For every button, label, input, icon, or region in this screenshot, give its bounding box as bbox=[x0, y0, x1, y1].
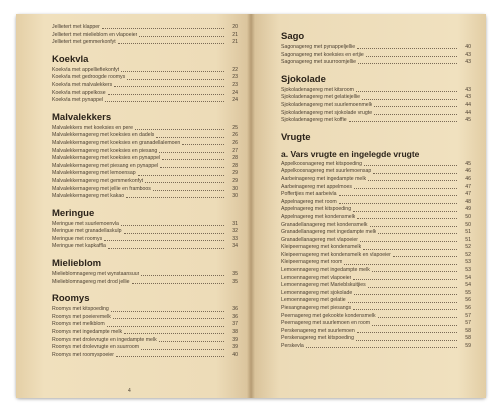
index-entry bbox=[281, 320, 471, 328]
index-section bbox=[52, 24, 238, 47]
entry-page-number: 52 bbox=[465, 244, 471, 251]
dot-leader bbox=[366, 56, 457, 57]
entry-page-number: 55 bbox=[465, 289, 471, 296]
entry-title: Sagonagereg met koeksies en ertjie bbox=[281, 51, 364, 58]
entry-page-number: 27 bbox=[232, 147, 238, 154]
dot-leader bbox=[159, 152, 224, 153]
entry-title: Malvalekkernagereg met lemoensap bbox=[52, 170, 136, 177]
entry-page-number: 38 bbox=[232, 329, 238, 336]
entry-title: Malvalekkernagereg met piesang en pynappel bbox=[52, 162, 159, 169]
index-entry bbox=[52, 155, 238, 163]
entry-title: Sjokoladenagereg met kitsroom bbox=[281, 86, 354, 93]
entry-page-number: 20 bbox=[232, 24, 238, 30]
dot-leader bbox=[121, 225, 224, 226]
dot-leader bbox=[121, 71, 224, 72]
index-section bbox=[281, 74, 471, 125]
entry-title: Roomys met melkblom bbox=[52, 321, 105, 328]
entry-page-number: 32 bbox=[232, 228, 238, 235]
index-entry bbox=[52, 337, 238, 345]
entry-title: Jellietert met klapper bbox=[52, 24, 100, 30]
index-entry bbox=[52, 132, 238, 140]
dot-leader bbox=[105, 101, 224, 102]
dot-leader bbox=[357, 218, 457, 219]
index-section bbox=[281, 31, 471, 67]
section-heading: Roomys bbox=[52, 293, 90, 305]
dot-leader bbox=[107, 326, 224, 327]
entry-title: Koekvla met appelliefiekonfyt bbox=[52, 66, 120, 73]
dot-leader bbox=[306, 347, 457, 348]
dot-leader bbox=[116, 356, 224, 357]
entry-title: Kleipeernagereg met kondensmelk en vlapoeier bbox=[281, 251, 391, 258]
entry-title: Mielieblomnagereg met drod jellie bbox=[52, 278, 130, 285]
dot-leader bbox=[139, 36, 224, 37]
dot-leader bbox=[372, 271, 457, 272]
dot-leader bbox=[104, 240, 224, 241]
dot-leader bbox=[138, 175, 224, 176]
entry-title: Koekvla met appelkose bbox=[52, 89, 106, 96]
index-entry bbox=[52, 67, 238, 75]
dot-leader bbox=[135, 129, 224, 130]
right-page bbox=[251, 14, 486, 398]
dot-leader bbox=[114, 86, 224, 87]
section-heading: Mielieblom bbox=[52, 258, 102, 270]
entry-page-number: 43 bbox=[465, 59, 471, 66]
entry-page-number: 44 bbox=[465, 101, 471, 108]
index-entry bbox=[281, 290, 471, 298]
index-entry bbox=[52, 82, 238, 90]
dot-leader bbox=[160, 167, 224, 168]
index-section bbox=[52, 208, 238, 251]
index-entry bbox=[281, 313, 471, 321]
entry-title: Appelnagereg met kitspoeding bbox=[281, 206, 352, 213]
dot-leader bbox=[182, 144, 224, 145]
entry-title: Sjokoladenagereg met koffie bbox=[281, 117, 347, 124]
entry-page-number: 25 bbox=[232, 124, 238, 131]
entry-title: Sagonagereg met pynappeljellie bbox=[281, 44, 356, 50]
section-heading: Vrugte bbox=[281, 131, 311, 143]
entry-page-number: 39 bbox=[232, 344, 238, 351]
index-entry bbox=[281, 305, 471, 313]
entry-page-number: 26 bbox=[232, 139, 238, 146]
entry-page-number: 46 bbox=[465, 175, 471, 182]
entry-title: Aarbeinagereg met ingedampte melk bbox=[281, 175, 367, 182]
entry-title: Appelkoosnagereg met kitspoeding bbox=[281, 160, 363, 167]
entry-page-number: 24 bbox=[232, 89, 238, 96]
dot-leader bbox=[339, 195, 457, 196]
section-heading: Sjokolade bbox=[281, 73, 326, 85]
entry-title: Peernagereg met gekookte kondensmelk bbox=[281, 312, 376, 319]
index-entry bbox=[52, 186, 238, 194]
dot-leader bbox=[111, 311, 224, 312]
index-entry bbox=[281, 176, 471, 184]
index-section bbox=[52, 258, 238, 286]
entry-page-number: 30 bbox=[232, 185, 238, 192]
index-entry bbox=[281, 161, 471, 169]
section-heading: Meringue bbox=[52, 207, 95, 219]
entry-title: Malvalekkernagereg met gemmerkonfyt bbox=[52, 177, 144, 184]
entry-page-number: 50 bbox=[465, 221, 471, 228]
dot-leader bbox=[354, 188, 457, 189]
dot-leader bbox=[141, 275, 224, 276]
index-entry bbox=[281, 335, 471, 343]
index-entry bbox=[281, 191, 471, 199]
entry-title: Malvalekkernagereg met koeksies en granadellalemoen bbox=[52, 139, 181, 146]
entry-title: Kleipeernagereg met room bbox=[281, 259, 343, 266]
index-entry bbox=[281, 102, 471, 110]
index-entry bbox=[52, 236, 238, 244]
dot-leader bbox=[360, 241, 457, 242]
index-entry bbox=[281, 94, 471, 102]
dot-leader bbox=[159, 341, 224, 342]
index-entry bbox=[52, 170, 238, 178]
entry-page-number: 35 bbox=[232, 278, 238, 285]
index-entry bbox=[281, 282, 471, 290]
entry-page-number: 31 bbox=[232, 220, 238, 227]
dot-leader bbox=[393, 256, 457, 257]
index-entry bbox=[52, 178, 238, 186]
index-section bbox=[281, 132, 471, 143]
dot-leader bbox=[108, 248, 224, 249]
index-entry bbox=[52, 243, 238, 251]
index-entry bbox=[281, 267, 471, 275]
entry-page-number: 49 bbox=[465, 206, 471, 213]
entry-page-number: 44 bbox=[465, 109, 471, 116]
index-entry bbox=[281, 343, 471, 351]
entry-title: Granadellanagereg met ingedampte melk bbox=[281, 229, 377, 236]
entry-page-number: 47 bbox=[465, 191, 471, 198]
index-entry bbox=[52, 74, 238, 82]
entry-title: Malvalekkernagereg met koeksies en piesang bbox=[52, 147, 158, 154]
entry-title: Piesangnagereg met piesangs bbox=[281, 305, 352, 312]
entry-page-number: 40 bbox=[232, 351, 238, 358]
entry-page-number: 26 bbox=[232, 132, 238, 139]
entry-page-number: 57 bbox=[465, 320, 471, 327]
dot-leader bbox=[108, 94, 224, 95]
entry-title: Lemoennagereg met Marieblskuitjies bbox=[281, 282, 366, 289]
entry-title: Koekvla met pynappel bbox=[52, 97, 104, 104]
index-entry bbox=[52, 228, 238, 236]
dot-leader bbox=[368, 180, 457, 181]
entry-title: Lemoennagereg met sjokolade bbox=[281, 289, 353, 296]
entry-page-number: 45 bbox=[465, 160, 471, 167]
entry-page-number: 28 bbox=[232, 155, 238, 162]
entry-title: Lemoennagereg met vlapoeier bbox=[281, 274, 352, 281]
entry-title: Malvalekkernagereg met kakao bbox=[52, 193, 125, 200]
entry-page-number: 23 bbox=[232, 81, 238, 88]
index-entry bbox=[281, 297, 471, 305]
dot-leader bbox=[374, 106, 457, 107]
index-entry bbox=[52, 90, 238, 98]
dot-leader bbox=[145, 182, 224, 183]
entry-page-number: 29 bbox=[232, 170, 238, 177]
entry-page-number: 52 bbox=[465, 251, 471, 258]
index-entry bbox=[281, 229, 471, 237]
entry-page-number: 43 bbox=[465, 51, 471, 58]
index-entry bbox=[281, 87, 471, 95]
index-entry bbox=[52, 39, 238, 47]
dot-leader bbox=[378, 317, 457, 318]
entry-page-number: 34 bbox=[232, 243, 238, 250]
index-entry bbox=[52, 163, 238, 171]
entry-page-number: 45 bbox=[465, 117, 471, 124]
dot-leader bbox=[132, 283, 224, 284]
entry-title: Malvalekkernagereg met koeksies en dadels bbox=[52, 132, 155, 139]
entry-title: Jellietert met gemmerkonfyt bbox=[52, 39, 116, 46]
entry-title: Sagonagereg met suurroomjellie bbox=[281, 59, 356, 66]
index-entry bbox=[281, 52, 471, 60]
dot-leader bbox=[362, 99, 457, 100]
entry-title: Appelnagereg met kondensmelk bbox=[281, 213, 356, 220]
entry-page-number: 58 bbox=[465, 327, 471, 334]
dot-leader bbox=[118, 43, 224, 44]
index-entry bbox=[52, 329, 238, 337]
entry-title: Mielieblomnagereg met wynstaansuur bbox=[52, 271, 140, 278]
index-entry bbox=[281, 214, 471, 222]
dot-leader bbox=[370, 226, 457, 227]
entry-page-number: 48 bbox=[465, 198, 471, 205]
entry-title: Lemoennagereg met ingedampte melk bbox=[281, 267, 370, 274]
index-section bbox=[52, 54, 238, 105]
entry-page-number: 47 bbox=[465, 183, 471, 190]
entry-page-number: 54 bbox=[465, 282, 471, 289]
entry-page-number: 21 bbox=[232, 31, 238, 38]
index-entry bbox=[281, 206, 471, 214]
entry-title: Jellietert met mielieblom en vlapoeier bbox=[52, 31, 138, 38]
entry-page-number: 46 bbox=[465, 168, 471, 175]
entry-title: Malvalekkernagereg met jellie en framboos bbox=[52, 185, 151, 192]
index-entry bbox=[281, 199, 471, 207]
index-entry bbox=[52, 148, 238, 156]
entry-title: Roomys met kitspoeding bbox=[52, 306, 109, 313]
index-entry bbox=[52, 306, 238, 314]
index-entry bbox=[281, 328, 471, 336]
entry-title: Roomys met drolevrugte en suurroom bbox=[52, 344, 140, 351]
entry-page-number: 37 bbox=[232, 321, 238, 328]
entry-page-number: 21 bbox=[232, 39, 238, 46]
dot-leader bbox=[356, 340, 457, 341]
entry-page-number: 23 bbox=[232, 74, 238, 81]
section-subheading: a. Vars vrugte en ingelegde vrugte bbox=[281, 148, 420, 159]
index-entry bbox=[281, 117, 471, 125]
dot-leader bbox=[153, 190, 224, 191]
index-section bbox=[52, 112, 238, 201]
index-entry bbox=[52, 24, 238, 32]
entry-page-number: 43 bbox=[465, 94, 471, 101]
dot-leader bbox=[357, 48, 457, 49]
entry-page-number: 29 bbox=[232, 177, 238, 184]
index-entry bbox=[281, 59, 471, 67]
entry-title: Perskevla bbox=[281, 343, 304, 349]
dot-leader bbox=[363, 249, 457, 250]
index-entry bbox=[281, 259, 471, 267]
dot-leader bbox=[354, 294, 457, 295]
entry-page-number: 53 bbox=[465, 259, 471, 266]
entry-title: Kleipeernagereg met kondensmelk bbox=[281, 244, 362, 251]
dot-leader bbox=[127, 79, 224, 80]
index-section bbox=[281, 149, 471, 351]
entry-title: Meringue met granadellaskulp bbox=[52, 228, 122, 235]
entry-title: Appelkoosnagereg met suurlemoensap bbox=[281, 168, 372, 175]
index-entry bbox=[52, 271, 238, 279]
dot-leader bbox=[141, 349, 224, 350]
entry-page-number: 39 bbox=[232, 336, 238, 343]
index-entry bbox=[281, 44, 471, 52]
entry-title: Sjokoladenagereg met suurlemoenmelk bbox=[281, 101, 373, 108]
entry-page-number: 30 bbox=[232, 193, 238, 200]
index-entry bbox=[52, 193, 238, 201]
dot-leader bbox=[102, 28, 224, 29]
entry-title: Malvalekkernagereg met koeksies en pynappel bbox=[52, 155, 161, 162]
dot-leader bbox=[353, 279, 457, 280]
entry-title: Roomys met poeieremelk bbox=[52, 313, 111, 320]
entry-title: Poffertjies met aarbeivla bbox=[281, 191, 337, 198]
index-entry bbox=[52, 314, 238, 322]
entry-page-number: 50 bbox=[465, 213, 471, 220]
dot-leader bbox=[156, 137, 224, 138]
page-number: 4 bbox=[128, 388, 131, 394]
book-spine bbox=[247, 14, 255, 398]
dot-leader bbox=[358, 63, 457, 64]
dot-leader bbox=[372, 325, 457, 326]
entry-title: Roomys met ingedampte melk bbox=[52, 329, 123, 336]
entry-title: Koekvla met malvalekkers bbox=[52, 81, 113, 88]
dot-leader bbox=[374, 114, 457, 115]
entry-page-number: 56 bbox=[465, 297, 471, 304]
dot-leader bbox=[364, 165, 457, 166]
left-page-index bbox=[52, 24, 238, 359]
entry-title: Lemoennagereg met gelatie bbox=[281, 297, 346, 304]
entry-title: Appelnagereg met room bbox=[281, 198, 337, 205]
dot-leader bbox=[162, 159, 224, 160]
entry-title: Meringue met suurlemoenvla bbox=[52, 220, 119, 227]
dot-leader bbox=[378, 233, 457, 234]
dot-leader bbox=[339, 203, 457, 204]
entry-title: Sjokoladenagereg met gelatiejellie bbox=[281, 94, 361, 101]
index-entry bbox=[281, 222, 471, 230]
entry-page-number: 28 bbox=[232, 162, 238, 169]
index-entry bbox=[52, 32, 238, 40]
dot-leader bbox=[353, 309, 457, 310]
index-entry bbox=[281, 244, 471, 252]
dot-leader bbox=[356, 91, 457, 92]
dot-leader bbox=[124, 233, 225, 234]
right-page-index bbox=[281, 24, 471, 351]
dot-leader bbox=[357, 332, 457, 333]
entry-page-number: 53 bbox=[465, 267, 471, 274]
dot-leader bbox=[373, 173, 457, 174]
entry-title: Peernagereg met suurlemoen en room bbox=[281, 320, 371, 327]
index-entry bbox=[281, 275, 471, 283]
entry-title: Granadellanagereg met kondensmelk bbox=[281, 221, 368, 228]
entry-title: Aarbeinagereg met appelmoes bbox=[281, 183, 352, 190]
open-book bbox=[16, 14, 486, 398]
entry-title: Malvalekkers met koeksies en pere bbox=[52, 124, 134, 131]
entry-page-number: 54 bbox=[465, 274, 471, 281]
section-heading: Malvalekkers bbox=[52, 111, 112, 123]
entry-page-number: 57 bbox=[465, 312, 471, 319]
entry-page-number: 56 bbox=[465, 305, 471, 312]
entry-title: Meringue met roomys bbox=[52, 235, 103, 242]
entry-page-number: 35 bbox=[232, 271, 238, 278]
dot-leader bbox=[353, 211, 457, 212]
index-entry bbox=[52, 344, 238, 352]
dot-leader bbox=[113, 318, 224, 319]
dot-leader bbox=[126, 197, 224, 198]
index-entry bbox=[52, 140, 238, 148]
index-entry bbox=[52, 352, 238, 360]
dot-leader bbox=[368, 287, 457, 288]
entry-page-number: 51 bbox=[465, 236, 471, 243]
index-section bbox=[52, 293, 238, 359]
entry-page-number: 24 bbox=[232, 97, 238, 104]
index-entry bbox=[281, 110, 471, 118]
entry-page-number: 36 bbox=[232, 313, 238, 320]
entry-page-number: 59 bbox=[465, 343, 471, 349]
entry-title: Roomys met drolevrugte en ingedampte melk bbox=[52, 336, 157, 343]
entry-title: Perskenagereg met kitspoeding bbox=[281, 335, 354, 342]
entry-title: Granadellanagereg met vlapoeier bbox=[281, 236, 358, 243]
left-page bbox=[16, 14, 251, 398]
section-heading: Sago bbox=[281, 31, 305, 42]
index-entry bbox=[52, 321, 238, 329]
entry-title: Koekvla met gedroogde roomys bbox=[52, 74, 126, 81]
entry-title: Roomys met roomyspoeier bbox=[52, 351, 114, 358]
index-entry bbox=[52, 125, 238, 133]
entry-title: Meringue met kapkaffla bbox=[52, 243, 106, 250]
entry-page-number: 40 bbox=[465, 44, 471, 50]
entry-page-number: 58 bbox=[465, 335, 471, 342]
entry-page-number: 51 bbox=[465, 229, 471, 236]
section-heading: Koekvla bbox=[52, 53, 89, 65]
dot-leader bbox=[348, 302, 457, 303]
index-entry bbox=[52, 221, 238, 229]
dot-leader bbox=[344, 264, 457, 265]
index-entry bbox=[52, 97, 238, 105]
index-entry bbox=[281, 184, 471, 192]
entry-page-number: 43 bbox=[465, 86, 471, 93]
index-entry bbox=[281, 237, 471, 245]
entry-page-number: 33 bbox=[232, 235, 238, 242]
entry-title: Sjokoladenagereg met sjokolade vrugte bbox=[281, 109, 373, 116]
index-entry bbox=[52, 279, 238, 287]
dot-leader bbox=[349, 121, 457, 122]
entry-title: Perskenagereg met suurlemoen bbox=[281, 327, 355, 334]
dot-leader bbox=[124, 333, 224, 334]
index-entry bbox=[281, 168, 471, 176]
entry-page-number: 36 bbox=[232, 306, 238, 313]
entry-page-number: 22 bbox=[232, 66, 238, 73]
index-entry bbox=[281, 252, 471, 260]
